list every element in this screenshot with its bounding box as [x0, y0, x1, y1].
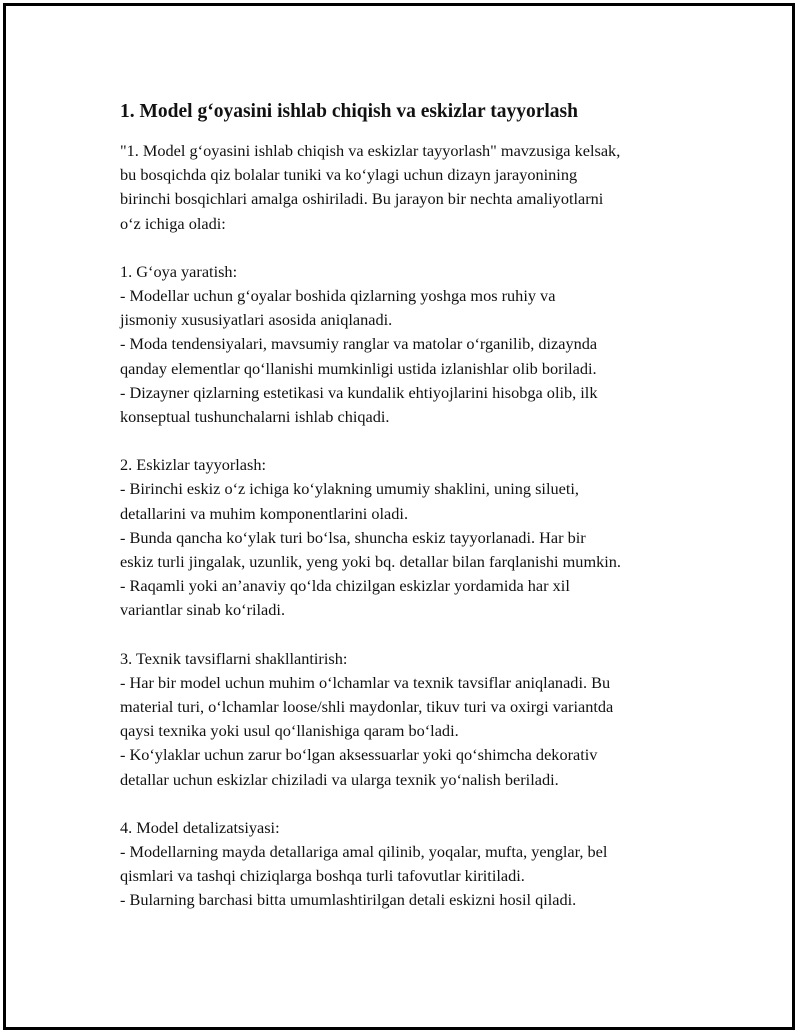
spacer — [120, 792, 700, 816]
page-frame — [3, 3, 795, 1030]
spacer — [120, 429, 700, 453]
document-body — [120, 100, 700, 913]
section-goya-yaratish: 1. G‘oya yaratish: - Modellar uchun g‘oyalar boshida qizlarning yoshga mos ruhiy va jismoniy xususiyatlari asosida aniqlanadi. - Moda tendensiyalari, mavsumiy ranglar va matolar o‘rganilib, dizaynda qanday elementlar qo‘llanishi mumkinligi ustida izlanishlar olib boriladi. - Dizayner qizlarning estetikasi va kundalik ehtiyojlarini hisobga olib, ilk konseptual tushunchalarni ishlab chiqadi. — [120, 261, 598, 427]
intro-paragraph: "1. Model g‘oyasini ishlab chiqish va eskizlar tayyorlash" mavzusiga kelsak, bu bosqichda qiz bolalar tuniki va ko‘ylagi uchun dizayn jarayonining birinchi bosqichlari amalga oshiriladi. Bu jarayon bir nechta amaliyotlarni o‘z ichiga oladi: — [120, 141, 621, 233]
spacer — [120, 236, 700, 260]
section-eskizlar-tayyorlash: 2. Eskizlar tayyorlash: - Birinchi eskiz o‘z ichiga ko‘ylakning umumiy shaklini, uning silueti, detallarini va muhim komponentlarini oladi. - Bunda qancha ko‘ylak turi bo‘lsa, shuncha eskiz tayyorlanadi. Har bir eskiz turli jingalak, uzunlik, yeng yoki bq. detallar bilan farqlanishi mumkin. - Raqamli yoki an’anaviy qo‘lda chizilgan eskizlar yordamida har xil variantlar sinab ko‘riladi. — [120, 455, 621, 620]
spacer — [120, 623, 700, 647]
document-title: 1. Model g‘oyasini ishlab chiqish va eskizlar tayyorlash — [120, 101, 578, 122]
section-texnik-tavsiflar: 3. Texnik tavsiflarni shakllantirish: - Har bir model uchun muhim o‘lchamlar va texnik tavsiflar aniqlanadi. Bu material turi, o‘lchamlar loose/shli maydonlar, tikuv turi va oxirgi variantda qaysi texnika yoki usul qo‘llanishiga qaram bo‘ladi. - Ko‘ylaklar uchun zarur bo‘lgan aksessuarlar yoki qo‘shimcha dekorativ detallar uchun eskizlar chiziladi va ularga texnik yo‘nalish beriladi. — [120, 648, 614, 789]
section-model-detalizatsiyasi: 4. Model detalizatsiyasi: - Modellarning mayda detallariga amal qilinib, yoqalar, mufta, yenglar, bel qismlari va tashqi chiziqlarga boshqa turli tafovutlar kiritiladi. - Bularning barchasi bitta umumlashtirilgan detali eskizni hosil qiladi. — [120, 817, 608, 910]
